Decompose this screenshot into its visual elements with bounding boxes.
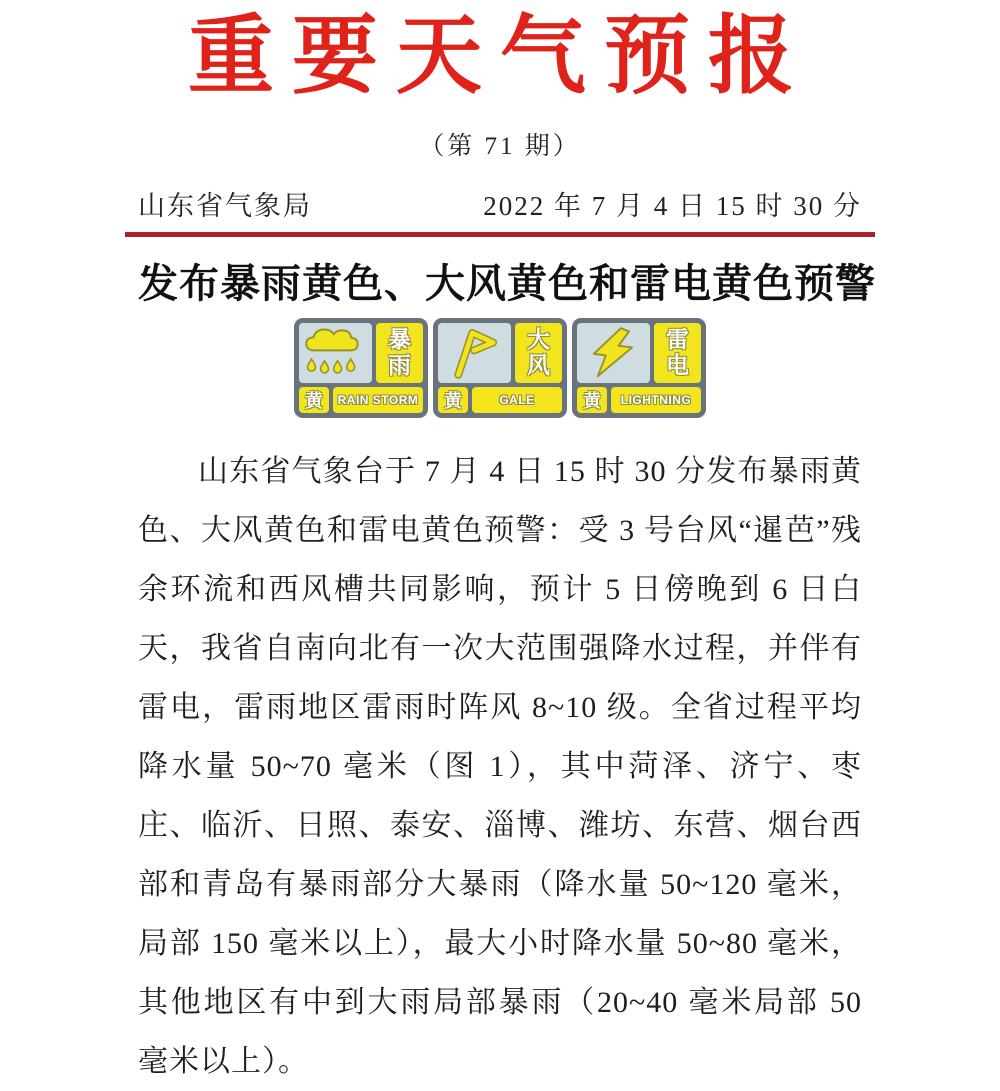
- warning-name-en: GALE: [472, 387, 562, 413]
- badge-top-row: [577, 323, 701, 383]
- warning-badge-lightning: [572, 318, 706, 418]
- warning-name-zh: 大 风: [515, 323, 562, 383]
- warning-level-badge: 黄: [577, 387, 607, 413]
- meta-row: [138, 184, 862, 223]
- lightning-bolt-icon: [577, 323, 650, 383]
- warning-badge-gale: [433, 318, 567, 418]
- badge-bottom-row: [299, 387, 423, 413]
- divider-rule: [125, 232, 875, 237]
- badge-bottom-row: [577, 387, 701, 413]
- headline: 发布暴雨黄色、大风黄色和雷电黄色预警: [138, 261, 876, 306]
- badge-top-row: [299, 323, 423, 383]
- publish-datetime: 2022 年 7 月 4 日 15 时 30 分: [483, 191, 862, 221]
- warning-level-badge: 黄: [299, 387, 329, 413]
- forecast-body-text: 山东省气象台于 7 月 4 日 15 时 30 分发布暴雨黄色、大风黄色和雷电黄色预警：受 3 号台风“暹芭”残余环流和西风槽共同影响，预计 5 日傍晚到 6 日白天，我省自南向北有一次大范围强降水过程，并伴有雷电，雷雨地区雷雨时阵风 8~10 级。全省过程平均降水量 50~70 毫米（图 1），其中菏泽、济宁、枣庄、临沂、日照、泰安、淄博、潍坊、东营、烟台西部和青岛有暴雨部分大暴雨（降水量 50~120 毫米，局部 150 毫米以上），最大小时降水量 50~80 毫米，其他地区有中到大雨局部暴雨（20~40 毫米局部 50 毫米以上）。: [138, 455, 862, 1078]
- warning-name-zh: 暴 雨: [376, 323, 423, 383]
- badge-bottom-row: [438, 387, 562, 413]
- agency-name: 山东省气象局: [138, 191, 312, 221]
- badge-top-row: [438, 323, 562, 383]
- warning-badge-rainstorm: [294, 318, 428, 418]
- warning-name-en: LIGHTNING: [611, 387, 701, 413]
- issue-number: （第 71 期）: [419, 133, 581, 160]
- warning-badges-row: [138, 318, 862, 418]
- warning-level-badge: 黄: [438, 387, 468, 413]
- warning-name-zh: 雷 电: [654, 323, 701, 383]
- page-title: 重要天气预报: [188, 8, 812, 104]
- wind-flag-icon: [438, 323, 511, 383]
- warning-name-en: RAIN STORM: [333, 387, 423, 413]
- rainstorm-cloud-icon: [299, 323, 372, 383]
